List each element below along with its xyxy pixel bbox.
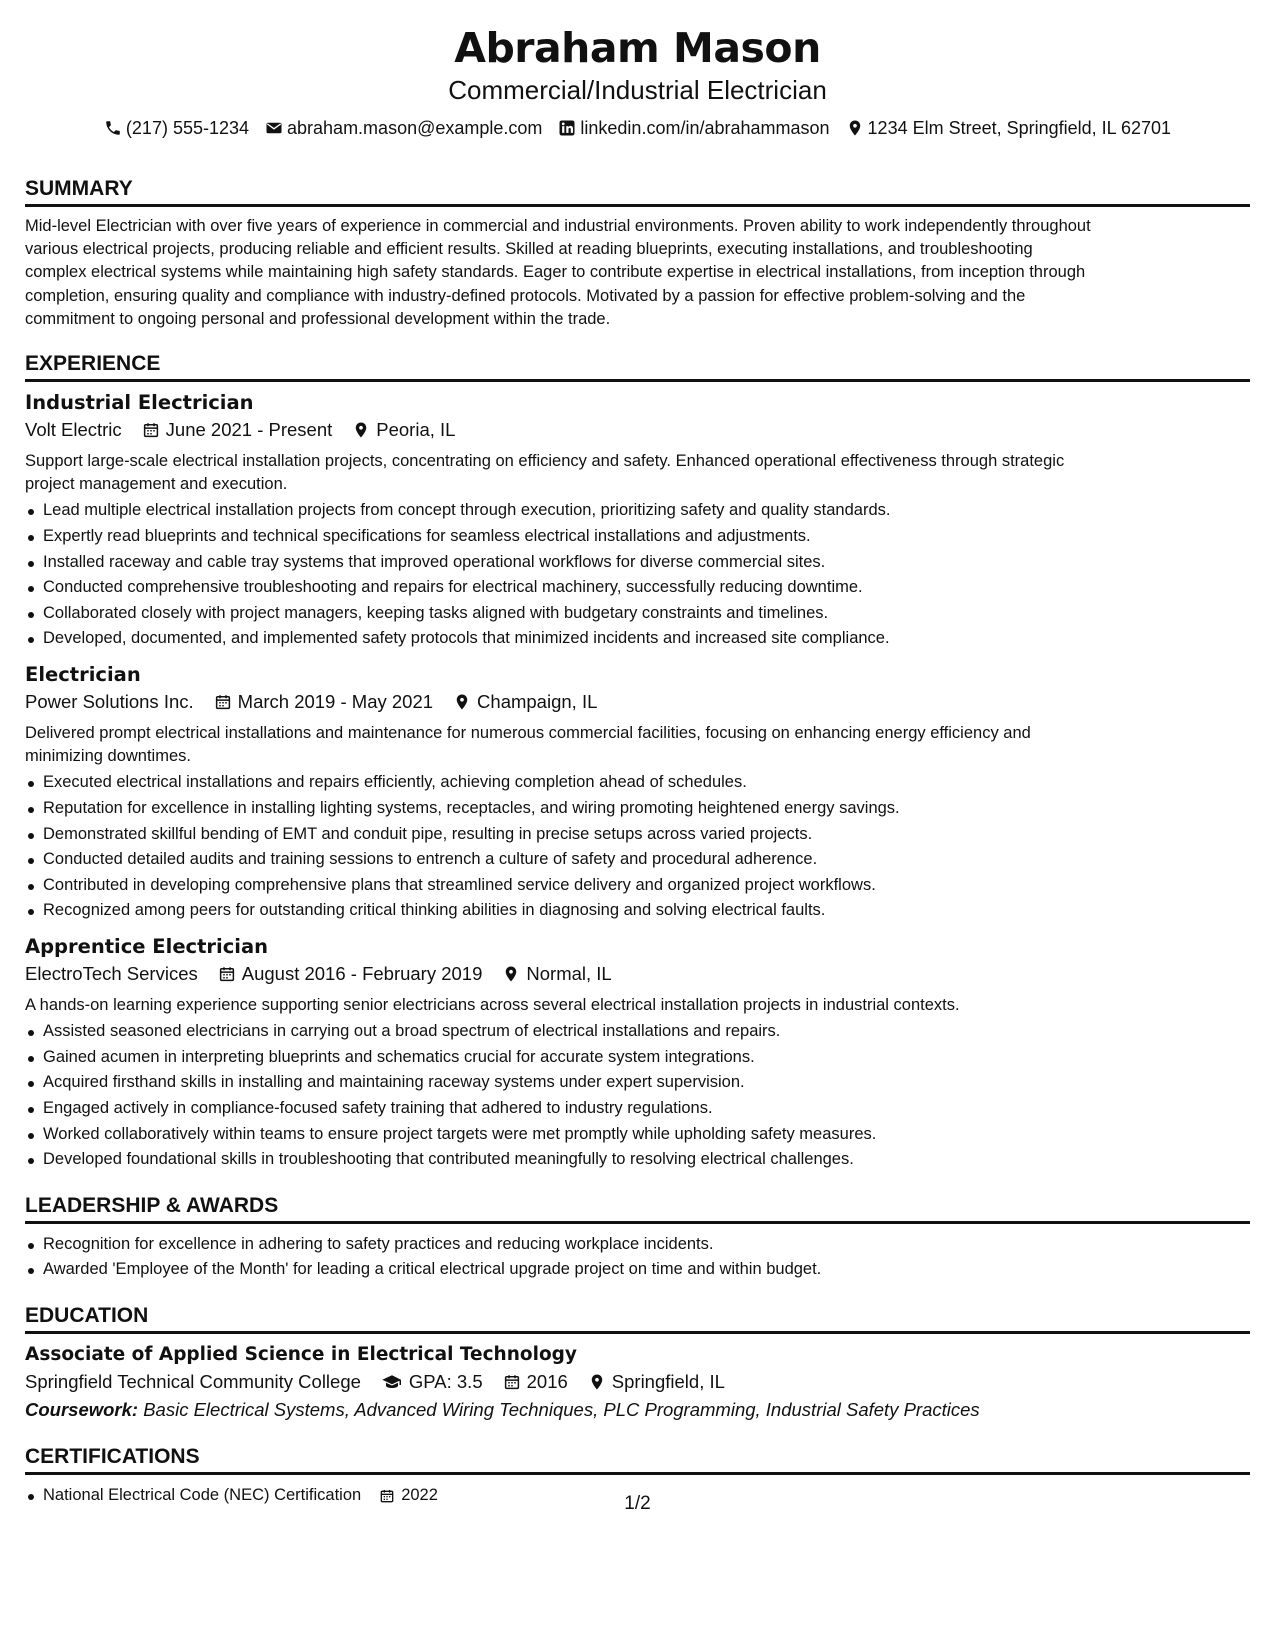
resume-page xyxy=(25,0,1250,1514)
job-dates: March 2019 - May 2021 xyxy=(237,690,434,712)
map-pin-icon xyxy=(453,693,471,711)
linkedin-text: linkedin.com/in/abrahammason xyxy=(580,118,830,138)
certification-year: 2022 xyxy=(401,1485,438,1504)
job-meta xyxy=(25,416,1250,444)
job-description xyxy=(25,450,1250,496)
contact-phone[interactable] xyxy=(104,116,249,140)
candidate-name: Abraham Mason xyxy=(454,24,821,72)
experience-section xyxy=(25,351,1250,1173)
page-number: 1/2 xyxy=(624,1493,651,1514)
list-item: Expertly read blueprints and technical specifications for seamless electrical installations and adjustments. xyxy=(25,524,1250,550)
calendar-icon xyxy=(142,421,160,439)
job-title: Industrial Electrician xyxy=(25,391,254,415)
list-item: Installed raceway and cable tray systems that improved operational workflows for diverse commercial sites. xyxy=(25,550,1250,576)
job-bullets xyxy=(25,1019,1250,1173)
coursework-list: Basic Electrical Systems, Advanced Wiring Techniques, PLC Programming, Industrial Safety Practices xyxy=(143,1398,980,1420)
resume-header xyxy=(25,24,1250,140)
education-meta xyxy=(25,1368,1250,1396)
calendar-icon xyxy=(218,965,236,983)
list-item: Recognition for excellence in adhering to safety practices and reducing workplace incidents. xyxy=(25,1232,1250,1258)
description-line: A hands-on learning experience supporting senior electricians across several electrical installation projects in industrial contexts. xyxy=(25,995,960,1014)
job-dates: June 2021 - Present xyxy=(165,419,333,441)
email-text: abraham.mason@example.com xyxy=(287,118,543,138)
job-bullets xyxy=(25,770,1250,924)
summary-section xyxy=(25,176,1250,331)
phone-icon xyxy=(104,119,122,137)
list-item: Executed electrical installations and repairs efficiently, achieving completion ahead of schedules. xyxy=(25,770,1250,796)
education-section xyxy=(25,1303,1250,1424)
leadership-section xyxy=(25,1193,1250,1283)
job-meta xyxy=(25,688,1250,716)
gpa: GPA: 3.5 xyxy=(408,1370,483,1392)
envelope-icon xyxy=(265,119,283,137)
list-item: Conducted detailed audits and training sessions to entrench a culture of safety and procedural adherence. xyxy=(25,847,1250,873)
graduation-year: 2016 xyxy=(526,1370,568,1392)
contact-row xyxy=(25,116,1250,140)
list-item: Conducted comprehensive troubleshooting and repairs for electrical machinery, successfully reducing downtime. xyxy=(25,575,1250,601)
map-pin-icon xyxy=(846,119,864,137)
list-item: Collaborated closely with project managers, keeping tasks aligned with budgetary constraints and timelines. xyxy=(25,601,1250,627)
section-heading: SUMMARY xyxy=(25,176,1250,207)
job-entry xyxy=(25,662,1250,924)
list-item: Reputation for excellence in installing lighting systems, receptacles, and wiring promoting heightened energy savings. xyxy=(25,796,1250,822)
coursework xyxy=(25,1396,1250,1424)
section-heading: EDUCATION xyxy=(25,1303,1250,1334)
description-line: Delivered prompt electrical installations and maintenance for numerous commercial facilities, focusing on enhancing energy efficiency and xyxy=(25,723,1031,742)
graduation-cap-icon xyxy=(381,1373,403,1391)
list-item: Acquired firsthand skills in installing and maintaining raceway systems under expert supervision. xyxy=(25,1070,1250,1096)
section-heading: EXPERIENCE xyxy=(25,351,1250,382)
school-location: Springfield, IL xyxy=(611,1370,725,1392)
summary-line: Mid-level Electrician with over five years of experience in commercial and industrial environments. Proven ability to work independently throughout xyxy=(25,217,1091,235)
certification-name: National Electrical Code (NEC) Certification xyxy=(43,1485,362,1504)
section-heading: LEADERSHIP & AWARDS xyxy=(25,1193,1250,1224)
contact-email[interactable] xyxy=(265,116,542,140)
address-text: 1234 Elm Street, Springfield, IL 62701 xyxy=(867,118,1172,138)
degree-title: Associate of Applied Science in Electrical Technology xyxy=(25,1343,577,1365)
job-meta xyxy=(25,960,1250,988)
calendar-icon xyxy=(503,1373,521,1391)
company-name: Volt Electric xyxy=(25,419,122,441)
section-heading: CERTIFICATIONS xyxy=(25,1444,1250,1475)
job-entry xyxy=(25,390,1250,652)
list-item: Assisted seasoned electricians in carrying out a broad spectrum of electrical installations and repairs. xyxy=(25,1019,1250,1045)
job-location: Peoria, IL xyxy=(376,419,456,441)
description-line: minimizing downtimes. xyxy=(25,747,191,766)
job-description xyxy=(25,994,1250,1017)
list-item: Gained acumen in interpreting blueprints and schematics crucial for accurate system integrations. xyxy=(25,1045,1250,1071)
job-title: Apprentice Electrician xyxy=(25,934,269,958)
job-location: Champaign, IL xyxy=(477,690,598,712)
phone-text: (217) 555-1234 xyxy=(125,118,250,138)
job-title: Electrician xyxy=(25,662,141,686)
leadership-bullets xyxy=(25,1232,1250,1283)
list-item: Demonstrated skillful bending of EMT and conduit pipe, resulting in precise setups across varied projects. xyxy=(25,822,1250,848)
job-bullets xyxy=(25,498,1250,652)
job-entry xyxy=(25,934,1250,1173)
list-item: Awarded 'Employee of the Month' for leading a critical electrical upgrade project on time and within budget. xyxy=(25,1257,1250,1283)
contact-address xyxy=(846,116,1172,140)
summary-line: commitment to ongoing personal and professional development within the trade. xyxy=(25,309,611,328)
map-pin-icon xyxy=(352,421,370,439)
job-location: Normal, IL xyxy=(526,962,612,984)
list-item: Engaged actively in compliance-focused safety training that adhered to industry regulations. xyxy=(25,1096,1250,1122)
calendar-icon xyxy=(214,693,232,711)
list-item: Lead multiple electrical installation projects from concept through execution, prioritizing safety and quality standards. xyxy=(25,498,1250,524)
school-name: Springfield Technical Community College xyxy=(25,1370,361,1392)
description-line: Support large-scale electrical installation projects, concentrating on efficiency and safety. Enhanced operational effectiveness through strategic xyxy=(25,452,1065,471)
list-item: Contributed in developing comprehensive plans that streamlined service delivery and organized project workflows. xyxy=(25,873,1250,899)
coursework-label: Coursework: xyxy=(25,1398,139,1420)
map-pin-icon xyxy=(588,1373,606,1391)
description-line: project management and execution. xyxy=(25,475,288,494)
contact-linkedin[interactable] xyxy=(558,116,829,140)
candidate-title: Commercial/Industrial Electrician xyxy=(448,75,827,105)
summary-line: complex electrical systems while maintaining high safety standards. Eager to contribute expertise in electrical installations, from inception through xyxy=(25,263,1086,282)
list-item: Worked collaboratively within teams to ensure project targets were met promptly while upholding safety measures. xyxy=(25,1122,1250,1148)
list-item: Recognized among peers for outstanding critical thinking abilities in diagnosing and solving electrical faults. xyxy=(25,898,1250,924)
list-item: Developed, documented, and implemented safety protocols that minimized incidents and increased site compliance. xyxy=(25,626,1250,652)
company-name: Power Solutions Inc. xyxy=(25,690,194,712)
list-item: Developed foundational skills in troubleshooting that contributed meaningfully to resolving electrical challenges. xyxy=(25,1147,1250,1173)
job-description xyxy=(25,722,1250,768)
summary-text xyxy=(25,215,1250,331)
summary-line: various electrical projects, producing reliable and efficient results. Skilled at reading blueprints, executing installations, and troubleshooting xyxy=(25,240,1033,259)
linkedin-icon xyxy=(558,119,576,137)
map-pin-icon xyxy=(502,965,520,983)
summary-line: completion, ensuring quality and compliance with industry-defined protocols. Motivated by a passion for effective problem-solving and the xyxy=(25,286,1026,305)
company-name: ElectroTech Services xyxy=(25,962,198,984)
job-dates: August 2016 - February 2019 xyxy=(241,962,483,984)
